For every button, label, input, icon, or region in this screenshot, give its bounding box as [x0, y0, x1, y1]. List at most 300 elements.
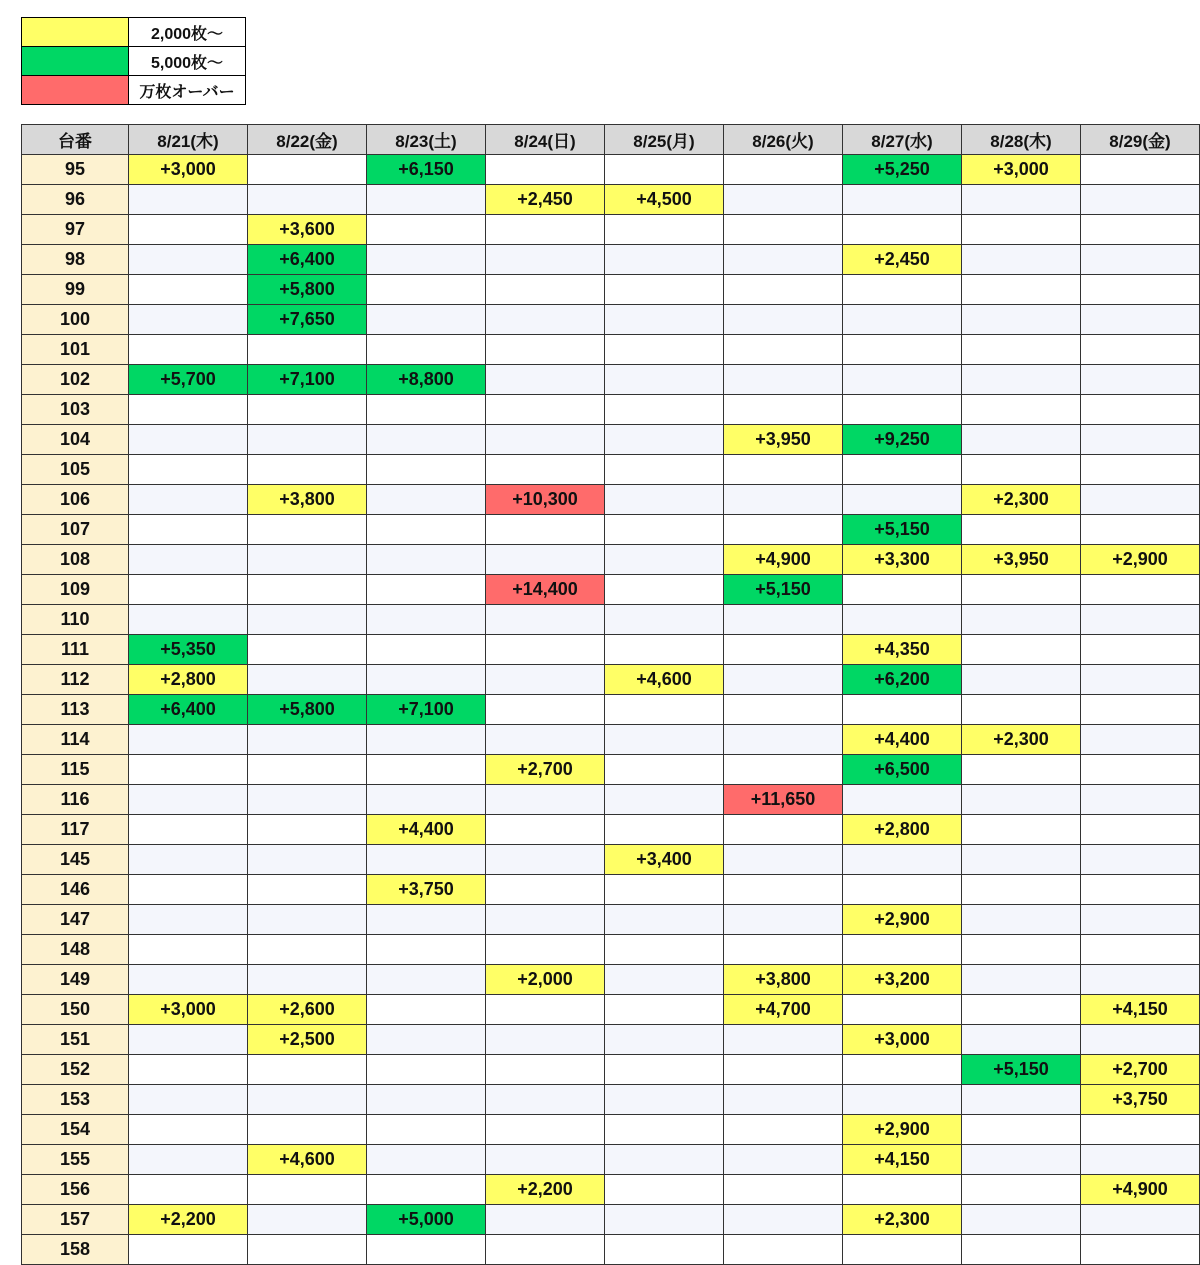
value-cell: +3,400 — [605, 845, 724, 875]
value-cell — [486, 215, 605, 245]
machine-number-cell: 110 — [22, 605, 129, 635]
value-cell — [605, 725, 724, 755]
column-header-date: 8/29(金) — [1081, 125, 1200, 155]
value-cell — [486, 515, 605, 545]
value-cell — [367, 1025, 486, 1055]
data-table — [21, 124, 1200, 1265]
value-cell — [962, 575, 1081, 605]
value-cell — [962, 785, 1081, 815]
value-cell — [248, 1175, 367, 1205]
value-cell — [367, 575, 486, 605]
value-cell — [367, 635, 486, 665]
value-cell — [605, 1235, 724, 1265]
table-row — [22, 845, 1200, 875]
value-cell — [129, 515, 248, 545]
value-cell — [843, 845, 962, 875]
table-row — [22, 155, 1200, 185]
value-cell — [486, 1085, 605, 1115]
value-cell — [605, 635, 724, 665]
value-cell — [248, 605, 367, 635]
column-header-date: 8/22(金) — [248, 125, 367, 155]
value-cell — [129, 755, 248, 785]
value-cell — [843, 335, 962, 365]
value-cell — [367, 545, 486, 575]
value-cell — [724, 695, 843, 725]
value-cell — [367, 425, 486, 455]
table-row — [22, 365, 1200, 395]
machine-number-cell: 95 — [22, 155, 129, 185]
value-cell — [843, 1085, 962, 1115]
value-cell — [129, 875, 248, 905]
value-cell — [486, 605, 605, 635]
table-row — [22, 245, 1200, 275]
column-header-date: 8/27(水) — [843, 125, 962, 155]
value-cell — [724, 335, 843, 365]
value-cell: +7,650 — [248, 305, 367, 335]
value-cell — [248, 725, 367, 755]
value-cell — [486, 1205, 605, 1235]
value-cell — [724, 1205, 843, 1235]
value-cell — [962, 425, 1081, 455]
value-cell — [1081, 695, 1200, 725]
value-cell — [605, 545, 724, 575]
table-row — [22, 515, 1200, 545]
value-cell — [486, 425, 605, 455]
value-cell: +10,300 — [486, 485, 605, 515]
value-cell — [605, 965, 724, 995]
value-cell — [724, 485, 843, 515]
value-cell — [129, 1175, 248, 1205]
value-cell — [367, 755, 486, 785]
value-cell: +2,700 — [486, 755, 605, 785]
machine-number-cell: 115 — [22, 755, 129, 785]
legend-swatch-green — [22, 47, 129, 76]
value-cell: +5,800 — [248, 695, 367, 725]
value-cell — [248, 515, 367, 545]
value-cell — [486, 935, 605, 965]
value-cell — [962, 335, 1081, 365]
value-cell — [486, 635, 605, 665]
machine-number-cell: 113 — [22, 695, 129, 725]
value-cell: +4,400 — [843, 725, 962, 755]
value-cell — [724, 605, 843, 635]
value-cell — [367, 515, 486, 545]
machine-number-cell: 112 — [22, 665, 129, 695]
value-cell — [962, 515, 1081, 545]
value-cell — [486, 785, 605, 815]
value-cell — [1081, 605, 1200, 635]
value-cell: +2,450 — [486, 185, 605, 215]
table-row — [22, 1055, 1200, 1085]
machine-number-cell: 147 — [22, 905, 129, 935]
value-cell — [605, 1145, 724, 1175]
table-row — [22, 1115, 1200, 1145]
value-cell — [605, 335, 724, 365]
machine-number-cell: 101 — [22, 335, 129, 365]
table-row — [22, 485, 1200, 515]
machine-number-cell: 98 — [22, 245, 129, 275]
value-cell — [248, 1205, 367, 1235]
value-cell — [367, 1055, 486, 1085]
value-cell — [605, 995, 724, 1025]
machine-number-cell: 97 — [22, 215, 129, 245]
machine-number-cell: 100 — [22, 305, 129, 335]
value-cell: +2,800 — [129, 665, 248, 695]
value-cell — [248, 1085, 367, 1115]
value-cell — [724, 635, 843, 665]
value-cell — [1081, 455, 1200, 485]
table-row — [22, 1205, 1200, 1235]
value-cell — [367, 1115, 486, 1145]
value-cell — [129, 1025, 248, 1055]
value-cell — [248, 845, 367, 875]
header-row — [22, 125, 1200, 155]
value-cell — [1081, 425, 1200, 455]
value-cell — [1081, 725, 1200, 755]
value-cell: +2,300 — [843, 1205, 962, 1235]
value-cell: +6,150 — [367, 155, 486, 185]
value-cell — [248, 755, 367, 785]
machine-number-cell: 146 — [22, 875, 129, 905]
value-cell — [605, 935, 724, 965]
value-cell — [486, 875, 605, 905]
value-cell — [843, 995, 962, 1025]
value-cell — [486, 1235, 605, 1265]
value-cell — [605, 1115, 724, 1145]
value-cell — [367, 605, 486, 635]
value-cell — [129, 425, 248, 455]
value-cell: +2,200 — [129, 1205, 248, 1235]
value-cell — [724, 725, 843, 755]
value-cell — [1081, 275, 1200, 305]
machine-number-cell: 116 — [22, 785, 129, 815]
value-cell — [129, 725, 248, 755]
value-cell — [962, 185, 1081, 215]
value-cell — [962, 875, 1081, 905]
value-cell — [1081, 845, 1200, 875]
value-cell — [1081, 815, 1200, 845]
value-cell — [367, 1175, 486, 1205]
table-row — [22, 1025, 1200, 1055]
value-cell: +3,950 — [962, 545, 1081, 575]
value-cell: +3,000 — [129, 995, 248, 1025]
machine-number-cell: 104 — [22, 425, 129, 455]
value-cell — [486, 455, 605, 485]
value-cell — [486, 695, 605, 725]
value-cell: +2,900 — [843, 1115, 962, 1145]
value-cell — [486, 275, 605, 305]
value-cell — [724, 185, 843, 215]
value-cell — [248, 1055, 367, 1085]
value-cell — [724, 155, 843, 185]
value-cell — [724, 1055, 843, 1085]
legend-table — [21, 17, 246, 105]
legend-label: 2,000枚～ — [129, 18, 246, 47]
value-cell — [962, 365, 1081, 395]
value-cell — [724, 1025, 843, 1055]
value-cell — [605, 455, 724, 485]
machine-number-cell: 155 — [22, 1145, 129, 1175]
table-body — [22, 155, 1200, 1265]
table-row — [22, 905, 1200, 935]
value-cell — [843, 365, 962, 395]
value-cell — [367, 725, 486, 755]
value-cell — [605, 365, 724, 395]
machine-number-cell: 157 — [22, 1205, 129, 1235]
value-cell — [962, 995, 1081, 1025]
value-cell: +6,500 — [843, 755, 962, 785]
value-cell — [367, 1235, 486, 1265]
value-cell — [724, 935, 843, 965]
value-cell — [605, 1175, 724, 1205]
value-cell: +3,000 — [129, 155, 248, 185]
column-header-date: 8/23(土) — [367, 125, 486, 155]
value-cell: +6,200 — [843, 665, 962, 695]
value-cell — [724, 515, 843, 545]
value-cell — [962, 1025, 1081, 1055]
value-cell — [843, 575, 962, 605]
value-cell — [367, 305, 486, 335]
value-cell — [367, 395, 486, 425]
value-cell: +4,400 — [367, 815, 486, 845]
table-row — [22, 215, 1200, 245]
value-cell — [1081, 905, 1200, 935]
value-cell: +14,400 — [486, 575, 605, 605]
machine-number-cell: 99 — [22, 275, 129, 305]
value-cell — [724, 275, 843, 305]
value-cell — [129, 215, 248, 245]
value-cell — [605, 425, 724, 455]
value-cell: +3,800 — [248, 485, 367, 515]
value-cell — [129, 1085, 248, 1115]
value-cell — [843, 215, 962, 245]
value-cell: +2,800 — [843, 815, 962, 845]
value-cell — [724, 245, 843, 275]
table-row — [22, 695, 1200, 725]
value-cell: +4,500 — [605, 185, 724, 215]
value-cell — [962, 605, 1081, 635]
value-cell: +4,900 — [724, 545, 843, 575]
machine-number-cell: 158 — [22, 1235, 129, 1265]
value-cell — [843, 455, 962, 485]
value-cell: +6,400 — [129, 695, 248, 725]
value-cell — [724, 1145, 843, 1175]
value-cell: +3,300 — [843, 545, 962, 575]
machine-number-cell: 109 — [22, 575, 129, 605]
legend-row — [22, 47, 246, 76]
value-cell: +9,250 — [843, 425, 962, 455]
value-cell — [1081, 1235, 1200, 1265]
value-cell — [367, 245, 486, 275]
value-cell — [843, 395, 962, 425]
value-cell: +4,600 — [605, 665, 724, 695]
legend-label: 5,000枚～ — [129, 47, 246, 76]
value-cell — [724, 665, 843, 695]
value-cell — [367, 665, 486, 695]
value-cell — [843, 785, 962, 815]
value-cell — [962, 1205, 1081, 1235]
value-cell — [486, 1145, 605, 1175]
value-cell — [248, 455, 367, 485]
value-cell — [1081, 365, 1200, 395]
value-cell — [605, 1085, 724, 1115]
value-cell — [129, 455, 248, 485]
value-cell — [367, 905, 486, 935]
value-cell — [248, 815, 367, 845]
legend-swatch-yellow — [22, 18, 129, 47]
column-header-date: 8/21(木) — [129, 125, 248, 155]
table-row — [22, 305, 1200, 335]
table-row — [22, 1145, 1200, 1175]
table-row — [22, 455, 1200, 485]
value-cell — [486, 245, 605, 275]
value-cell — [248, 1115, 367, 1145]
value-cell — [486, 365, 605, 395]
value-cell — [962, 305, 1081, 335]
value-cell — [367, 185, 486, 215]
value-cell: +3,950 — [724, 425, 843, 455]
value-cell — [367, 275, 486, 305]
value-cell — [367, 215, 486, 245]
value-cell — [367, 965, 486, 995]
value-cell — [605, 1055, 724, 1085]
value-cell: +7,100 — [367, 695, 486, 725]
value-cell — [486, 995, 605, 1025]
value-cell — [248, 935, 367, 965]
value-cell — [724, 365, 843, 395]
value-cell — [1081, 665, 1200, 695]
table-row — [22, 1235, 1200, 1265]
value-cell — [1081, 155, 1200, 185]
value-cell — [486, 395, 605, 425]
value-cell — [962, 455, 1081, 485]
value-cell — [1081, 785, 1200, 815]
value-cell — [1081, 185, 1200, 215]
value-cell: +5,350 — [129, 635, 248, 665]
table-row — [22, 335, 1200, 365]
value-cell — [486, 545, 605, 575]
value-cell — [605, 815, 724, 845]
value-cell — [1081, 1205, 1200, 1235]
machine-number-cell: 154 — [22, 1115, 129, 1145]
value-cell — [486, 1025, 605, 1055]
table-row — [22, 665, 1200, 695]
value-cell — [1081, 515, 1200, 545]
value-cell — [724, 1175, 843, 1205]
table-row — [22, 815, 1200, 845]
value-cell — [724, 1085, 843, 1115]
value-cell — [367, 785, 486, 815]
value-cell: +4,600 — [248, 1145, 367, 1175]
machine-number-cell: 153 — [22, 1085, 129, 1115]
value-cell — [1081, 395, 1200, 425]
value-cell — [129, 935, 248, 965]
value-cell — [248, 155, 367, 185]
value-cell — [962, 935, 1081, 965]
machine-number-cell: 111 — [22, 635, 129, 665]
value-cell — [129, 785, 248, 815]
value-cell — [962, 395, 1081, 425]
value-cell — [486, 305, 605, 335]
value-cell — [486, 815, 605, 845]
value-cell: +4,150 — [1081, 995, 1200, 1025]
value-cell — [129, 485, 248, 515]
value-cell — [605, 395, 724, 425]
value-cell — [248, 575, 367, 605]
value-cell — [1081, 1025, 1200, 1055]
value-cell: +5,150 — [843, 515, 962, 545]
value-cell — [1081, 1145, 1200, 1175]
value-cell: +5,800 — [248, 275, 367, 305]
value-cell: +2,900 — [1081, 545, 1200, 575]
value-cell — [367, 335, 486, 365]
machine-number-cell: 106 — [22, 485, 129, 515]
value-cell — [605, 215, 724, 245]
value-cell — [129, 575, 248, 605]
value-cell — [248, 545, 367, 575]
value-cell: +2,200 — [486, 1175, 605, 1205]
value-cell — [248, 785, 367, 815]
value-cell — [1081, 245, 1200, 275]
value-cell — [724, 1115, 843, 1145]
value-cell: +3,600 — [248, 215, 367, 245]
value-cell — [129, 275, 248, 305]
value-cell: +3,200 — [843, 965, 962, 995]
value-cell — [129, 815, 248, 845]
value-cell: +3,800 — [724, 965, 843, 995]
value-cell: +2,300 — [962, 485, 1081, 515]
value-cell — [843, 935, 962, 965]
value-cell — [605, 575, 724, 605]
value-cell — [1081, 875, 1200, 905]
machine-number-cell: 105 — [22, 455, 129, 485]
machine-number-cell: 156 — [22, 1175, 129, 1205]
value-cell — [724, 1235, 843, 1265]
table-row — [22, 875, 1200, 905]
value-cell — [486, 1055, 605, 1085]
value-cell — [724, 815, 843, 845]
value-cell — [605, 305, 724, 335]
value-cell: +4,700 — [724, 995, 843, 1025]
value-cell — [843, 1055, 962, 1085]
value-cell: +5,150 — [724, 575, 843, 605]
value-cell — [486, 905, 605, 935]
value-cell — [605, 905, 724, 935]
value-cell — [962, 215, 1081, 245]
legend-label: 万枚オーバー — [129, 76, 246, 105]
value-cell — [724, 455, 843, 485]
value-cell — [1081, 335, 1200, 365]
value-cell: +2,000 — [486, 965, 605, 995]
table-row — [22, 755, 1200, 785]
value-cell — [724, 305, 843, 335]
table-row — [22, 425, 1200, 455]
machine-number-cell: 148 — [22, 935, 129, 965]
value-cell — [248, 905, 367, 935]
value-cell — [1081, 575, 1200, 605]
value-cell — [486, 335, 605, 365]
value-cell: +11,650 — [724, 785, 843, 815]
value-cell — [486, 665, 605, 695]
value-cell: +2,900 — [843, 905, 962, 935]
value-cell — [962, 1115, 1081, 1145]
table-row — [22, 995, 1200, 1025]
value-cell — [843, 1175, 962, 1205]
value-cell — [486, 155, 605, 185]
value-cell: +5,700 — [129, 365, 248, 395]
value-cell — [962, 635, 1081, 665]
machine-number-cell: 152 — [22, 1055, 129, 1085]
